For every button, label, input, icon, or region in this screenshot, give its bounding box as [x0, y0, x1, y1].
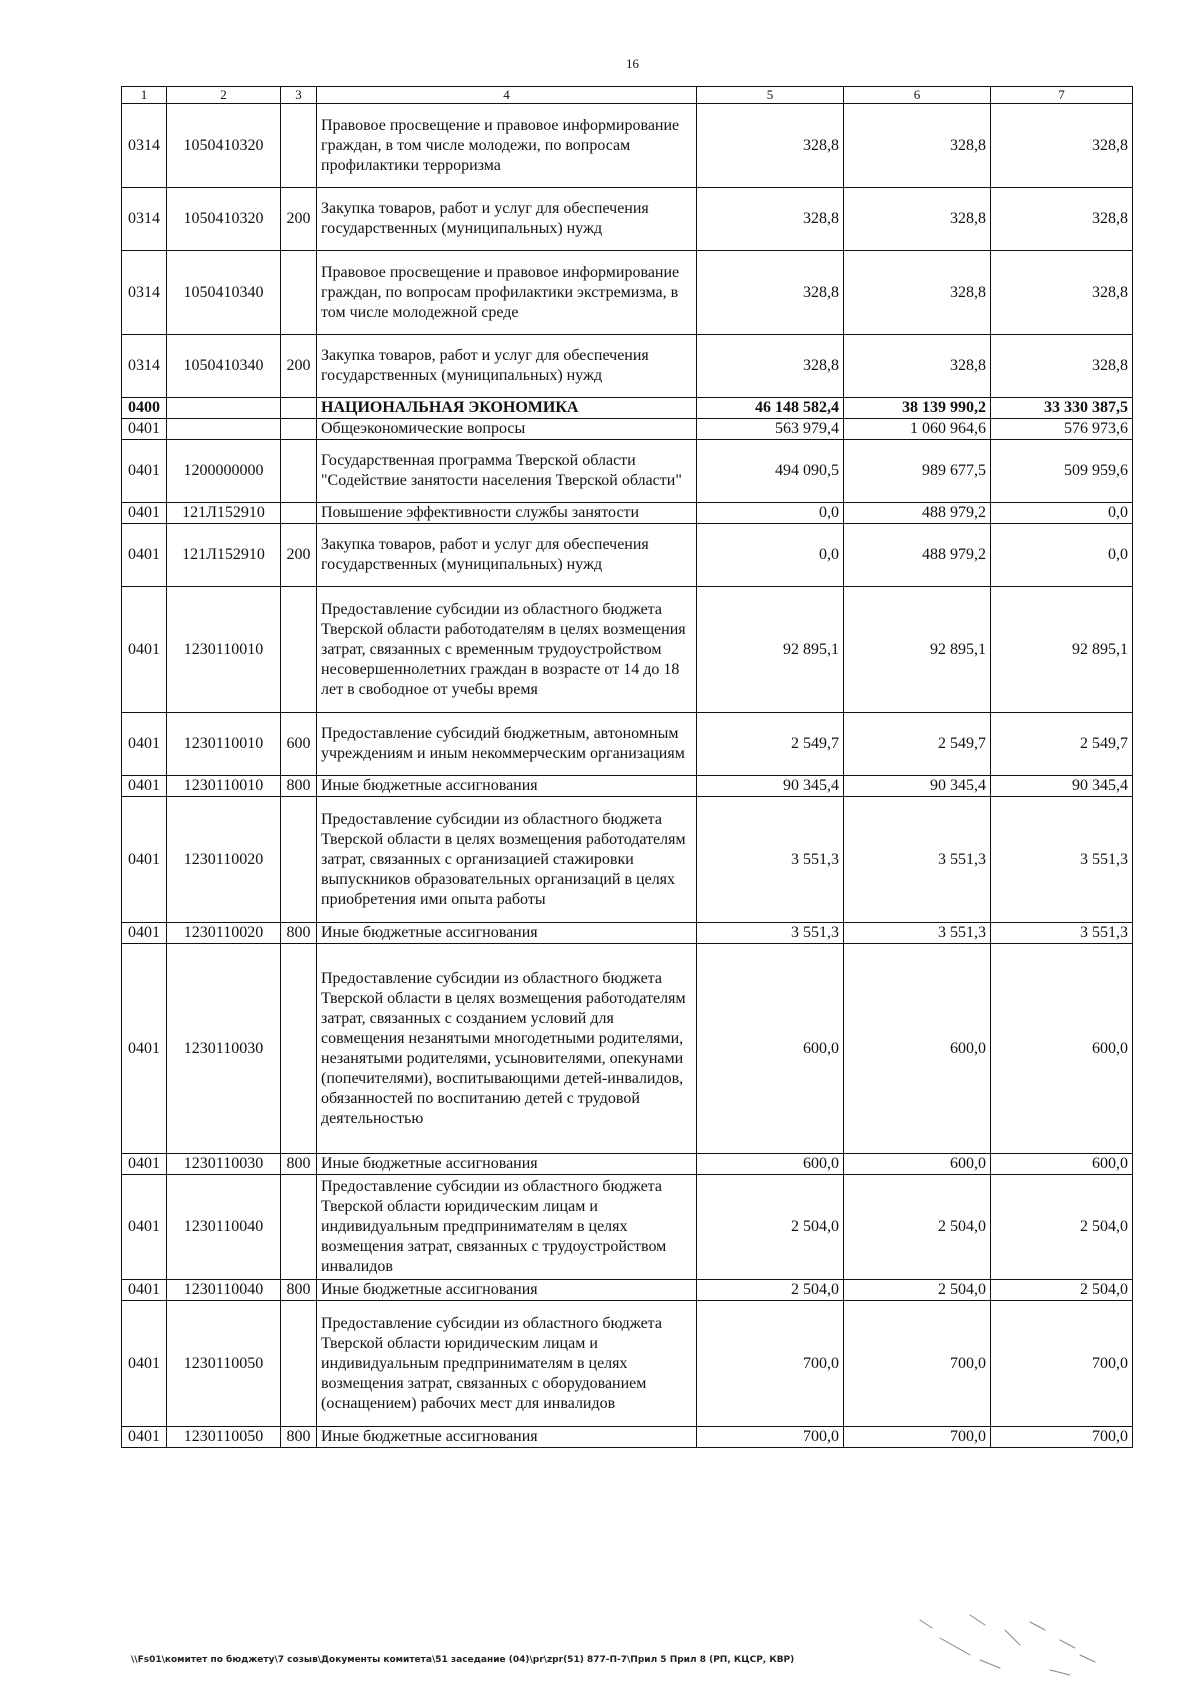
cell-amount-col7: 2 504,0	[991, 1280, 1133, 1301]
table-row	[122, 587, 1133, 713]
table-row	[122, 398, 1133, 419]
cell-amount-col5: 3 551,3	[697, 923, 844, 944]
cell-target-article: 1200000000	[167, 440, 281, 503]
cell-amount-col6: 328,8	[844, 104, 991, 188]
cell-amount-col5: 0,0	[697, 503, 844, 524]
cell-expense-type: 200	[281, 188, 317, 251]
cell-amount-col5: 92 895,1	[697, 587, 844, 713]
cell-amount-col5: 494 090,5	[697, 440, 844, 503]
cell-expense-type: 200	[281, 335, 317, 398]
cell-target-article: 1230110040	[167, 1175, 281, 1280]
cell-amount-col5: 90 345,4	[697, 776, 844, 797]
cell-target-article: 1230110010	[167, 713, 281, 776]
cell-amount-col6: 3 551,3	[844, 923, 991, 944]
cell-amount-col6: 328,8	[844, 251, 991, 335]
cell-description: Иные бюджетные ассигнования	[317, 1427, 697, 1448]
cell-section-code: 0401	[122, 776, 167, 797]
cell-section-code: 0401	[122, 1280, 167, 1301]
header-cell: 1	[122, 87, 167, 104]
cell-target-article: 1230110010	[167, 776, 281, 797]
table-row	[122, 188, 1133, 251]
cell-expense-type: 800	[281, 1280, 317, 1301]
cell-amount-col6: 989 677,5	[844, 440, 991, 503]
cell-amount-col6: 600,0	[844, 1154, 991, 1175]
table-row	[122, 1154, 1133, 1175]
cell-target-article: 1050410320	[167, 104, 281, 188]
cell-expense-type	[281, 251, 317, 335]
table-row	[122, 713, 1133, 776]
cell-description: Общеэкономические вопросы	[317, 419, 697, 440]
table-row	[122, 1280, 1133, 1301]
cell-expense-type	[281, 587, 317, 713]
cell-amount-col5: 328,8	[697, 104, 844, 188]
cell-description: Повышение эффективности службы занятости	[317, 503, 697, 524]
cell-section-code: 0401	[122, 944, 167, 1154]
table-row	[122, 503, 1133, 524]
table-row	[122, 335, 1133, 398]
cell-section-code: 0401	[122, 797, 167, 923]
cell-description: Предоставление субсидии из областного бюджета Тверской области юридическим лицам и индивидуальным предпринимателям в целях возмещения затрат, связанных с оборудованием (оснащением) рабочих мест для инвалидов	[317, 1301, 697, 1427]
cell-amount-col7: 328,8	[991, 251, 1133, 335]
cell-section-code: 0401	[122, 923, 167, 944]
header-cell: 7	[991, 87, 1133, 104]
cell-section-code: 0401	[122, 1175, 167, 1280]
cell-target-article: 1230110030	[167, 944, 281, 1154]
cell-expense-type: 600	[281, 713, 317, 776]
cell-expense-type	[281, 419, 317, 440]
cell-expense-type	[281, 1301, 317, 1427]
table-row	[122, 524, 1133, 587]
cell-amount-col7: 3 551,3	[991, 923, 1133, 944]
cell-section-code: 0401	[122, 1154, 167, 1175]
cell-expense-type	[281, 944, 317, 1154]
cell-target-article	[167, 398, 281, 419]
cell-amount-col6: 488 979,2	[844, 524, 991, 587]
cell-target-article: 1230110010	[167, 587, 281, 713]
cell-amount-col6: 328,8	[844, 188, 991, 251]
cell-description: Закупка товаров, работ и услуг для обеспечения государственных (муниципальных) нужд	[317, 188, 697, 251]
table-body	[122, 104, 1133, 1448]
cell-section-code: 0401	[122, 524, 167, 587]
cell-target-article: 121Л152910	[167, 503, 281, 524]
cell-target-article: 1050410320	[167, 188, 281, 251]
cell-expense-type	[281, 797, 317, 923]
cell-section-code: 0401	[122, 1301, 167, 1427]
cell-amount-col7: 509 959,6	[991, 440, 1133, 503]
cell-amount-col7: 328,8	[991, 104, 1133, 188]
cell-amount-col7: 2 549,7	[991, 713, 1133, 776]
cell-description: Правовое просвещение и правовое информирование граждан, по вопросам профилактики экстремизма, в том числе молодежной среде	[317, 251, 697, 335]
cell-section-code: 0314	[122, 335, 167, 398]
cell-target-article: 121Л152910	[167, 524, 281, 587]
cell-description: Иные бюджетные ассигнования	[317, 1280, 697, 1301]
cell-section-code: 0401	[122, 1427, 167, 1448]
cell-description: Правовое просвещение и правовое информирование граждан, в том числе молодежи, по вопросам профилактики терроризма	[317, 104, 697, 188]
table-row	[122, 104, 1133, 188]
table-row	[122, 251, 1133, 335]
cell-expense-type: 800	[281, 1427, 317, 1448]
cell-section-code: 0401	[122, 713, 167, 776]
cell-target-article: 1230110020	[167, 797, 281, 923]
table-row	[122, 776, 1133, 797]
cell-amount-col6: 3 551,3	[844, 797, 991, 923]
cell-target-article: 1230110050	[167, 1427, 281, 1448]
cell-amount-col5: 3 551,3	[697, 797, 844, 923]
cell-amount-col7: 3 551,3	[991, 797, 1133, 923]
cell-amount-col5: 328,8	[697, 188, 844, 251]
cell-amount-col6: 600,0	[844, 944, 991, 1154]
cell-amount-col6: 90 345,4	[844, 776, 991, 797]
cell-amount-col7: 0,0	[991, 524, 1133, 587]
cell-description: Предоставление субсидии из областного бюджета Тверской области в целях возмещения работодателям затрат, связанных с созданием условий для совмещения незанятыми многодетными родителями, незанятыми родителями, усыновителями, опекунами (попечителями), воспитывающими детей-инвалидов, обязанностей по воспитанию детей с трудовой деятельностью	[317, 944, 697, 1154]
cell-amount-col7: 92 895,1	[991, 587, 1133, 713]
table-row	[122, 1301, 1133, 1427]
cell-description: Иные бюджетные ассигнования	[317, 1154, 697, 1175]
cell-section-code: 0314	[122, 188, 167, 251]
cell-description: НАЦИОНАЛЬНАЯ ЭКОНОМИКА	[317, 398, 697, 419]
cell-section-code: 0401	[122, 440, 167, 503]
cell-amount-col5: 2 549,7	[697, 713, 844, 776]
cell-target-article: 1050410340	[167, 335, 281, 398]
cell-amount-col7: 0,0	[991, 503, 1133, 524]
cell-expense-type	[281, 503, 317, 524]
cell-expense-type	[281, 104, 317, 188]
cell-description: Предоставление субсидий бюджетным, автономным учреждениям и иным некоммерческим организациям	[317, 713, 697, 776]
cell-section-code: 0401	[122, 503, 167, 524]
footer-file-path: \\Fs01\комитет по бюджету\7 созыв\Документы комитета\51 заседание (04)\pr\zpr(51) 877-П-7\Прил 5 Прил 8 (РП, КЦСР, КВР)	[131, 1655, 795, 1665]
cell-target-article	[167, 419, 281, 440]
header-cell: 3	[281, 87, 317, 104]
cell-amount-col6: 92 895,1	[844, 587, 991, 713]
table-row	[122, 923, 1133, 944]
cell-amount-col7: 600,0	[991, 944, 1133, 1154]
cell-description: Закупка товаров, работ и услуг для обеспечения государственных (муниципальных) нужд	[317, 524, 697, 587]
cell-description: Закупка товаров, работ и услуг для обеспечения государственных (муниципальных) нужд	[317, 335, 697, 398]
cell-amount-col6: 328,8	[844, 335, 991, 398]
cell-amount-col7: 2 504,0	[991, 1175, 1133, 1280]
cell-amount-col7: 600,0	[991, 1154, 1133, 1175]
cell-amount-col7: 576 973,6	[991, 419, 1133, 440]
cell-amount-col6: 1 060 964,6	[844, 419, 991, 440]
cell-section-code: 0314	[122, 251, 167, 335]
cell-amount-col7: 33 330 387,5	[991, 398, 1133, 419]
cell-section-code: 0401	[122, 587, 167, 713]
table-row	[122, 1427, 1133, 1448]
cell-amount-col6: 38 139 990,2	[844, 398, 991, 419]
table-row	[122, 797, 1133, 923]
cell-amount-col5: 328,8	[697, 251, 844, 335]
cell-description: Иные бюджетные ассигнования	[317, 923, 697, 944]
table-row	[122, 440, 1133, 503]
cell-section-code: 0400	[122, 398, 167, 419]
cell-amount-col6: 2 504,0	[844, 1175, 991, 1280]
handwritten-marks	[910, 1600, 1110, 1690]
cell-description: Предоставление субсидии из областного бюджета Тверской области в целях возмещения работодателям затрат, связанных с организацией стажировки выпускников образовательных организаций в целях приобретения ими опыта работы	[317, 797, 697, 923]
cell-amount-col7: 328,8	[991, 188, 1133, 251]
cell-expense-type	[281, 440, 317, 503]
cell-amount-col5: 2 504,0	[697, 1280, 844, 1301]
cell-expense-type	[281, 1175, 317, 1280]
cell-amount-col5: 0,0	[697, 524, 844, 587]
cell-section-code: 0314	[122, 104, 167, 188]
cell-amount-col6: 488 979,2	[844, 503, 991, 524]
cell-amount-col5: 600,0	[697, 1154, 844, 1175]
header-row	[122, 87, 1133, 104]
cell-description: Предоставление субсидии из областного бюджета Тверской области работодателям в целях возмещения затрат, связанных с временным трудоустройством несовершеннолетних граждан в возрасте от 14 до 18 лет в свободное от учебы время	[317, 587, 697, 713]
cell-expense-type: 200	[281, 524, 317, 587]
cell-amount-col7: 328,8	[991, 335, 1133, 398]
cell-amount-col6: 700,0	[844, 1301, 991, 1427]
cell-amount-col6: 2 504,0	[844, 1280, 991, 1301]
cell-amount-col5: 2 504,0	[697, 1175, 844, 1280]
cell-target-article: 1230110030	[167, 1154, 281, 1175]
cell-expense-type: 800	[281, 1154, 317, 1175]
cell-target-article: 1230110040	[167, 1280, 281, 1301]
cell-amount-col5: 328,8	[697, 335, 844, 398]
table-row	[122, 1175, 1133, 1280]
cell-description: Предоставление субсидии из областного бюджета Тверской области юридическим лицам и индивидуальным предпринимателям в целях возмещения затрат, связанных с трудоустройством инвалидов	[317, 1175, 697, 1280]
cell-amount-col6: 700,0	[844, 1427, 991, 1448]
budget-table	[121, 86, 1133, 1448]
cell-amount-col5: 700,0	[697, 1301, 844, 1427]
cell-description: Иные бюджетные ассигнования	[317, 776, 697, 797]
cell-section-code: 0401	[122, 419, 167, 440]
cell-amount-col7: 700,0	[991, 1301, 1133, 1427]
cell-expense-type: 800	[281, 776, 317, 797]
cell-description: Государственная программа Тверской области "Содействие занятости населения Тверской области"	[317, 440, 697, 503]
table-row	[122, 419, 1133, 440]
cell-target-article: 1230110050	[167, 1301, 281, 1427]
cell-amount-col6: 2 549,7	[844, 713, 991, 776]
table-row	[122, 944, 1133, 1154]
cell-target-article: 1050410340	[167, 251, 281, 335]
header-cell: 6	[844, 87, 991, 104]
cell-amount-col5: 600,0	[697, 944, 844, 1154]
cell-amount-col7: 90 345,4	[991, 776, 1133, 797]
header-cell: 2	[167, 87, 281, 104]
cell-amount-col5: 563 979,4	[697, 419, 844, 440]
cell-expense-type	[281, 398, 317, 419]
cell-amount-col5: 700,0	[697, 1427, 844, 1448]
cell-amount-col7: 700,0	[991, 1427, 1133, 1448]
cell-target-article: 1230110020	[167, 923, 281, 944]
header-cell: 4	[317, 87, 697, 104]
cell-expense-type: 800	[281, 923, 317, 944]
header-cell: 5	[697, 87, 844, 104]
page-number: 16	[626, 56, 639, 71]
cell-amount-col5: 46 148 582,4	[697, 398, 844, 419]
